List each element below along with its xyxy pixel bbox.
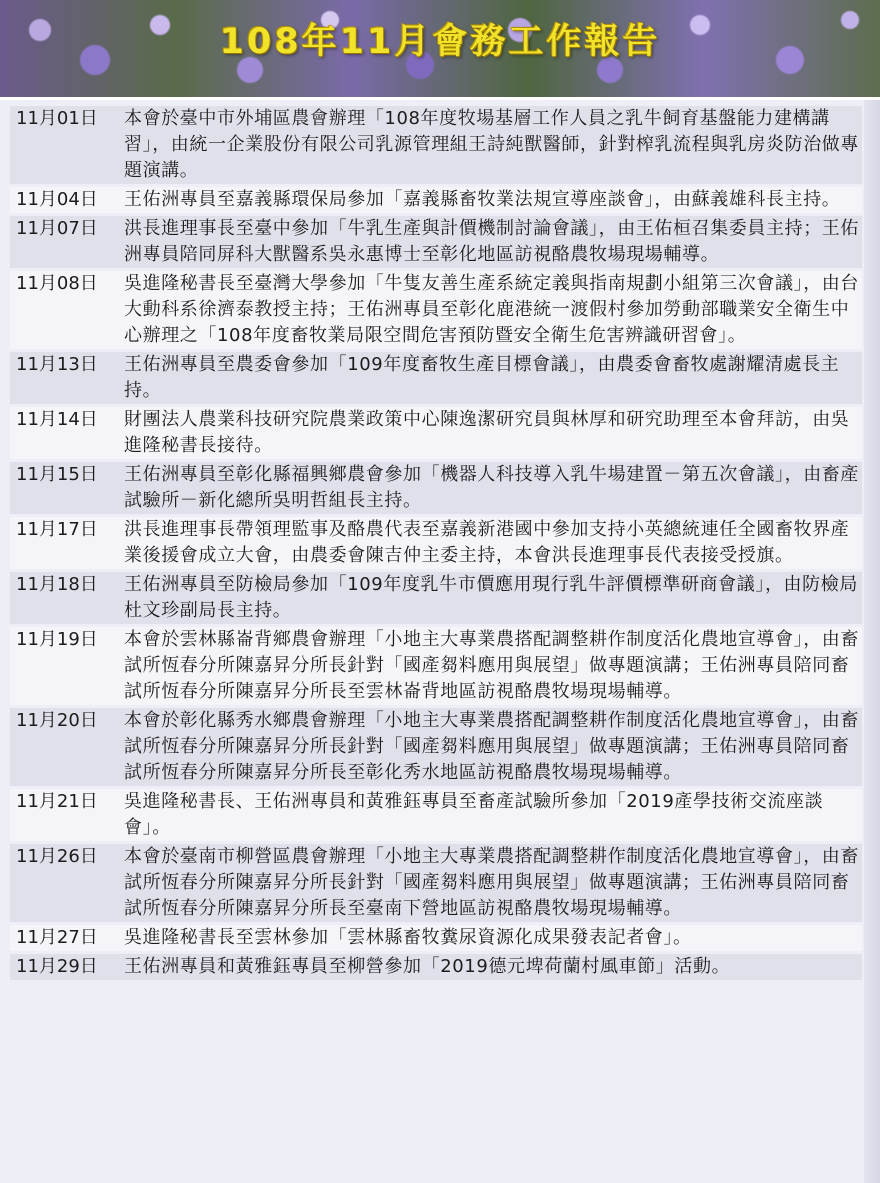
entry-date: 11月26日: [16, 846, 98, 867]
report-entry: [10, 407, 862, 459]
report-entry: [10, 271, 862, 349]
page-edge-decoration: [864, 100, 880, 1183]
entry-date: 11月29日: [16, 956, 98, 977]
report-entry: [10, 789, 862, 841]
entry-text: 王佑洲專員至彰化縣福興鄉農會參加「機器人科技導入乳牛場建置－第五次會議」，由畜產試驗所－新化總所吳明哲組長主持。: [124, 464, 859, 511]
entry-text: 本會於彰化縣秀水鄉農會辦理「小地主大專業農搭配調整耕作制度活化農地宣導會」，由畜試所恆春分所陳嘉昇分所長針對「國產芻料應用與展望」做專題演講；王佑洲專員陪同畜試所恆春分所陳嘉昇分所長至彰化秀水地區訪視酪農牧場現場輔導。: [124, 710, 859, 783]
header-banner: [0, 0, 880, 100]
entry-text: 洪長進理事長帶領理監事及酪農代表至嘉義新港國中參加支持小英總統連任全國畜牧界產業後援會成立大會，由農委會陳吉仲主委主持，本會洪長進理事長代表接受授旗。: [124, 519, 850, 566]
report-entry: [10, 708, 862, 786]
entry-date: 11月08日: [16, 273, 98, 294]
page-title: 108年11月會務工作報告: [219, 22, 661, 62]
report-entry: [10, 462, 862, 514]
entry-text: 洪長進理事長至臺中參加「牛乳生產與計價機制討論會議」，由王佑桓召集委員主持；王佑洲專員陪同屏科大獸醫系吳永惠博士至彰化地區訪視酪農牧場現場輔導。: [124, 218, 859, 265]
entry-date: 11月07日: [16, 218, 98, 239]
entry-date: 11月27日: [16, 927, 98, 948]
entry-date: 11月15日: [16, 464, 98, 485]
entry-text: 本會於臺中市外埔區農會辦理「108年度牧場基層工作人員之乳牛飼育基盤能力建構講習」，由統一企業股份有限公司乳源管理組王詩純獸醫師，針對榨乳流程與乳房炎防治做專題演講。: [124, 108, 859, 181]
entry-date: 11月18日: [16, 574, 98, 595]
report-entry: [10, 627, 862, 705]
entry-text: 本會於雲林縣崙背鄉農會辦理「小地主大專業農搭配調整耕作制度活化農地宣導會」，由畜試所恆春分所陳嘉昇分所長針對「國產芻料應用與展望」做專題演講；王佑洲專員陪同畜試所恆春分所陳嘉昇分所長至雲林崙背地區訪視酪農牧場現場輔導。: [124, 629, 859, 702]
entry-date: 11月19日: [16, 629, 98, 650]
entry-date: 11月14日: [16, 409, 98, 430]
report-entry: [10, 216, 862, 268]
report-entry: [10, 187, 862, 213]
report-entry: [10, 517, 862, 569]
entry-text: 王佑洲專員至農委會參加「109年度畜牧生產目標會議」，由農委會畜牧處謝耀清處長主持。: [124, 354, 840, 401]
entry-date: 11月04日: [16, 189, 98, 210]
report-entry: [10, 925, 862, 951]
report-list: [10, 106, 862, 983]
entry-text: 王佑洲專員和黃雅鈺專員至柳營參加「2019德元埤荷蘭村風車節」活動。: [124, 956, 731, 977]
entry-text: 吳進隆秘書長、王佑洲專員和黃雅鈺專員至畜產試驗所參加「2019產學技術交流座談會」。: [124, 791, 824, 838]
report-entry: [10, 352, 862, 404]
entry-text: 王佑洲專員至嘉義縣環保局參加「嘉義縣畜牧業法規宣導座談會」，由蘇義雄科長主持。: [124, 189, 841, 210]
entry-text: 吳進隆秘書長至臺灣大學參加「牛隻友善生產系統定義與指南規劃小組第三次會議」，由台大動科系徐濟泰教授主持；王佑洲專員至彰化鹿港統一渡假村參加勞動部職業安全衛生中心辦理之「108年度畜牧業局限空間危害預防暨安全衛生危害辨識研習會」。: [124, 273, 859, 346]
entry-date: 11月20日: [16, 710, 98, 731]
entry-date: 11月17日: [16, 519, 98, 540]
entry-text: 本會於臺南市柳營區農會辦理「小地主大專業農搭配調整耕作制度活化農地宣導會」，由畜試所恆春分所陳嘉昇分所長針對「國產芻料應用與展望」做專題演講；王佑洲專員陪同畜試所恆春分所陳嘉昇分所長至臺南下營地區訪視酪農牧場現場輔導。: [124, 846, 859, 919]
report-entry: [10, 572, 862, 624]
entry-text: 吳進隆秘書長至雲林參加「雲林縣畜牧糞尿資源化成果發表記者會」。: [124, 927, 692, 948]
report-entry: [10, 954, 862, 980]
entry-date: 11月13日: [16, 354, 98, 375]
entry-text: 王佑洲專員至防檢局參加「109年度乳牛市價應用現行乳牛評價標準研商會議」，由防檢局杜文珍副局長主持。: [124, 574, 858, 621]
entry-date: 11月01日: [16, 108, 98, 129]
report-entry: [10, 106, 862, 184]
entry-date: 11月21日: [16, 791, 98, 812]
report-entry: [10, 844, 862, 922]
entry-text: 財團法人農業科技研究院農業政策中心陳逸潔研究員與林厚和研究助理至本會拜訪，由吳進隆秘書長接待。: [124, 409, 850, 456]
